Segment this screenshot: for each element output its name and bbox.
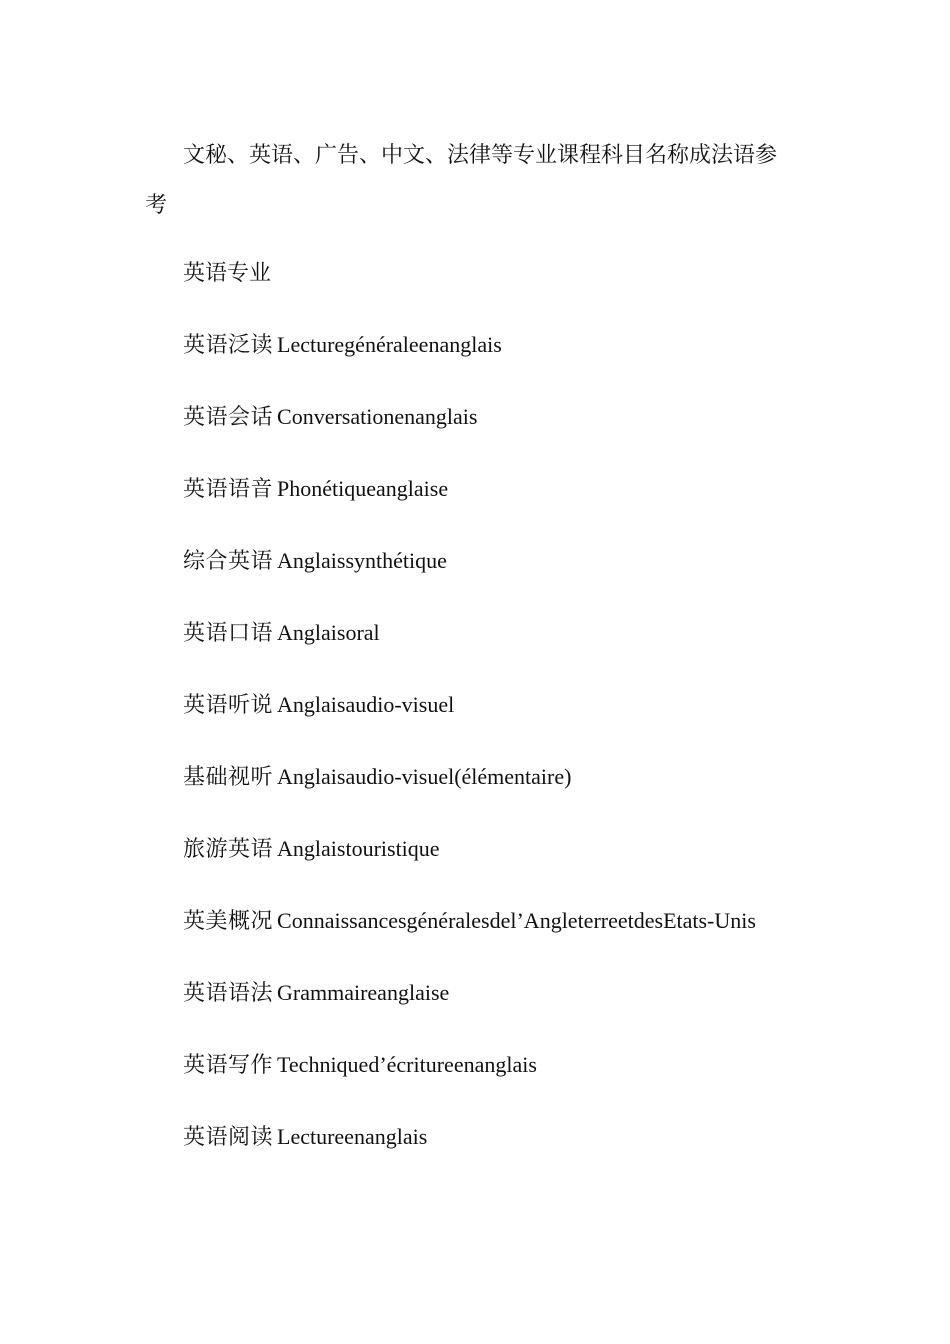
course-name-fr: Techniqued’écritureenanglais [277,1052,537,1077]
course-name-zh: 英语语音 [183,476,274,501]
course-name-fr: Lectureenanglais [277,1124,428,1149]
course-line [183,690,454,720]
course-name-fr: Anglaisaudio-visuel(élémentaire) [277,764,572,789]
course-line [183,762,571,792]
course-name-fr: Lecturegénéraleenanglais [277,332,502,357]
course-name-fr: Phonétiqueanglaise [277,476,449,501]
course-name-zh: 综合英语 [183,548,274,573]
document-title: 文秘、英语、广告、中文、法律等专业课程科目名称成法语参考 [145,142,778,217]
course-line [183,618,380,648]
course-name-zh: 英语听说 [183,692,274,717]
course-line [183,1122,427,1152]
course-name-fr: Anglaisaudio-visuel [277,692,455,717]
section-heading: 英语专业 [183,260,272,285]
course-line [183,834,440,864]
course-line [183,330,502,360]
course-line [183,402,477,432]
course-line [183,978,449,1008]
course-line [183,474,448,504]
course-name-fr: Grammaireanglaise [277,980,450,1005]
course-name-zh: 英语口语 [183,620,274,645]
course-line [183,1050,537,1080]
course-name-fr: Connaissancesgénéralesdel’AngleterreetdesEtats-Unis [277,908,756,933]
course-name-fr: Conversationenanglais [277,404,478,429]
course-name-zh: 基础视听 [183,764,274,789]
course-name-zh: 旅游英语 [183,836,274,861]
course-line [183,546,447,576]
course-name-fr: Anglaistouristique [277,836,440,861]
course-name-zh: 英语阅读 [183,1124,274,1149]
course-line [183,906,756,936]
course-name-fr: Anglaissynthétique [277,548,447,573]
course-name-zh: 英美概况 [183,908,274,933]
course-name-fr: Anglaisoral [277,620,380,645]
course-name-zh: 英语语法 [183,980,274,1005]
course-name-zh: 英语会话 [183,404,274,429]
course-name-zh: 英语写作 [183,1052,274,1077]
course-name-zh: 英语泛读 [183,332,274,357]
